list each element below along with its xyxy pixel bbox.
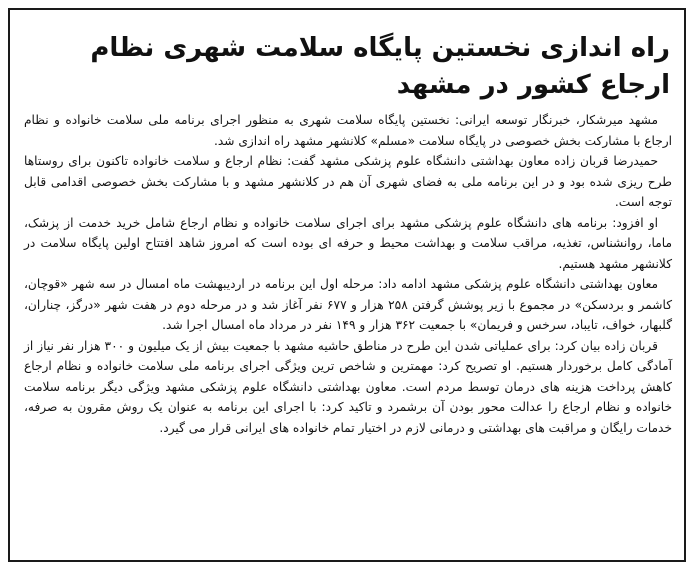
article-body <box>24 110 672 438</box>
news-clipping <box>8 8 686 562</box>
article-paragraph: مشهد میرشکار، خبرنگار توسعه ایرانی: نخستین پایگاه سلامت شهری به منظور اجرای برنامه ملی سلامت خانواده و نظام ارجاع با مشارکت بخش خصوصی در پایگاه سلامت «مسلم» کلانشهر مشهد راه اندازی شد. <box>24 113 672 148</box>
article-paragraph: معاون بهداشتی دانشگاه علوم پزشکی مشهد ادامه داد: مرحله اول این برنامه در اردیبهشت ماه امسال در سه شهر «قوچان، کاشمر و بردسکن» در مجموع با زیر پوشش گرفتن ۲۵۸ هزار و ۶۷۷ نفر آغاز شد و در مرحله دوم در هفت شهر «درگز، چناران، گلبهار، خواف، تایباد، سرخس و فریمان» با جمعیت ۳۶۲ هزار و ۱۴۹ نفر در مرداد ماه امسال اجرا شد. <box>24 277 672 332</box>
article-paragraph: او افزود: برنامه های دانشگاه علوم پزشکی مشهد برای اجرای سلامت خانواده و نظام ارجاع شامل خرید خدمت از پزشک، ماما، روانشناس، تغذیه، مراقب سلامت و بهداشت محیط و حرفه ای بوده است که امروز شاهد افتتاح اولین پایگاه سلامت در کلانشهر مشهد هستیم. <box>24 215 672 271</box>
article-headline: راه اندازی نخستین پایگاه سلامت شهری نظام ارجاع کشور در مشهد <box>90 33 670 100</box>
article-paragraph: قربان زاده بیان کرد: برای عملیاتی شدن این طرح در مناطق حاشیه مشهد با جمعیت بیش از یک میلیون و ۳۰۰ هزار نفر نیاز از آمادگی کامل برخوردار هستیم. او تصریح کرد: مهمترین و شاخص ترین ویژگی اجرای برنامه ملی سلامت خانواده و نظام ارجاع کاهش پرداخت هزینه های درمان توسط مردم است. معاون بهداشتی دانشگاه علوم پزشکی مشهد ویژگی دیگر برنامه سلامت خانواده و نظام ارجاع را عدالت محور بودن آن برشمرد و تاکید کرد: با اجرای این برنامه به عنوان یک روش مقرون به صرفه، خدمات رایگان و مراقبت های بهداشتی و درمانی لازم در اختیار تمام خانواده های ایرانی قرار می گیرد. <box>24 338 672 435</box>
article-paragraph: حمیدرضا قربان زاده معاون بهداشتی دانشگاه علوم پزشکی مشهد گفت: نظام ارجاع و سلامت خانواده تاکنون برای روستاها طرح ریزی شده بود و در این برنامه ملی به فضای شهری آن هم در کلانشهر مشهد و با مشارکت بخش خصوصی اقدامی قابل توجه است. <box>24 154 672 209</box>
